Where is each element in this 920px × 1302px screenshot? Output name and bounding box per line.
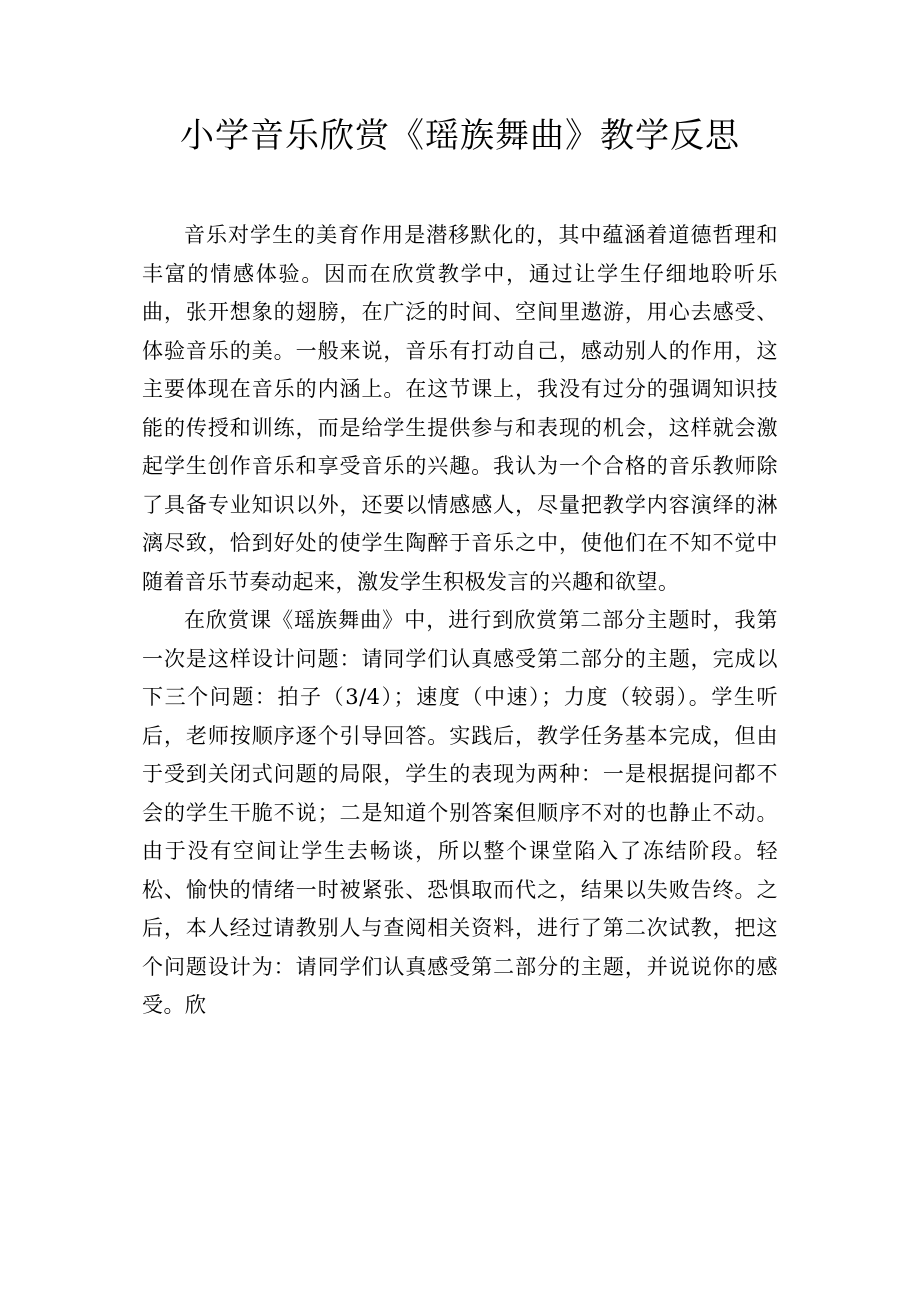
paragraph-2: 在欣赏课《瑶族舞曲》中，进行到欣赏第二部分主题时，我第一次是这样设计问题：请同学们认真感受第二部分的主题，完成以下三个问题：拍子（3/4）；速度（中速）；力度（较弱）。学生听后，老师按顺序逐个引导回答。实践后，教学任务基本完成，但由于受到关闭式问题的局限，学生的表现为两种：一是根据提问都不会的学生干脆不说；二是知道个别答案但顺序不对的也静止不动。由于没有空间让学生去畅谈，所以整个课堂陷入了冻结阶段。轻松、愉快的情绪一时被紧张、恐惧取而代之，结果以失败告终。之后，本人经过请教别人与查阅相关资料，进行了第二次试教，把这个问题设计为：请同学们认真感受第二部分的主题，并说说你的感受。欣 xyxy=(142,608,778,1017)
paragraph-1: 音乐对学生的美育作用是潜移默化的，其中蕴涵着道德哲理和丰富的情感体验。因而在欣赏教学中，通过让学生仔细地聆听乐曲，张开想象的翅膀，在广泛的时间、空间里遨游，用心去感受、体验音乐的美。一般来说，音乐有打动自己，感动别人的作用，这主要体现在音乐的内涵上。在这节课上，我没有过分的强调知识技能的传授和训练，而是给学生提供参与和表现的机会，这样就会激起学生创作音乐和享受音乐的兴趣。我认为一个合格的音乐教师除了具备专业知识以外，还要以情感感人，尽量把教学内容演绎的淋漓尽致，恰到好处的使学生陶醉于音乐之中，使他们在不知不觉中随着音乐节奏动起来，激发学生积极发言的兴趣和欲望。 xyxy=(142,223,778,594)
document-title: 小学音乐欣赏《瑶族舞曲》教学反思 xyxy=(180,116,740,156)
document-body xyxy=(142,216,778,1025)
